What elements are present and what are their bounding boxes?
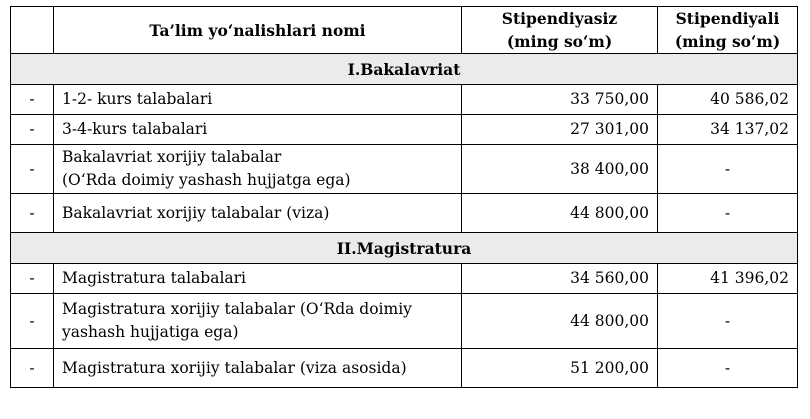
- row-marker: -: [11, 85, 54, 115]
- table-row: [11, 85, 798, 115]
- row-no-stipend: 34 560,00: [462, 264, 658, 294]
- row-no-stipend: 44 800,00: [462, 194, 658, 233]
- row-name: Bakalavriat xorijiy talabalar (viza): [54, 194, 462, 233]
- row-name: 3-4-kurs talabalari: [54, 115, 462, 145]
- row-name-line: Magistratura xorijiy talabalar (O‘Rda doimiy: [62, 300, 412, 318]
- header-no-stipend: [462, 7, 658, 54]
- header-name: Ta’lim yo‘nalishlari nomi: [54, 7, 462, 54]
- row-name-line: Bakalavriat xorijiy talabalar: [62, 148, 282, 166]
- row-marker: -: [11, 145, 54, 194]
- table-row: [11, 294, 798, 349]
- header-stipend: [658, 7, 798, 54]
- header-marker-cell: [11, 7, 54, 54]
- header-stipend-line2: (ming so‘m): [674, 32, 781, 51]
- section-title: I.Bakalavriat: [11, 54, 798, 85]
- row-name-line: (O‘Rda doimiy yashash hujjatga ega): [62, 171, 351, 189]
- row-no-stipend: 38 400,00: [462, 145, 658, 194]
- table-row: [11, 194, 798, 233]
- row-stipend: 40 586,02: [658, 85, 798, 115]
- row-marker: -: [11, 194, 54, 233]
- row-stipend: -: [658, 294, 798, 349]
- header-no-stipend-line1: Stipendiyasiz: [501, 9, 618, 28]
- row-stipend: -: [658, 194, 798, 233]
- row-no-stipend: 44 800,00: [462, 294, 658, 349]
- table-header-row: [11, 7, 798, 54]
- header-stipend-line1: Stipendiyali: [675, 9, 780, 28]
- row-marker: -: [11, 349, 54, 388]
- row-stipend: 41 396,02: [658, 264, 798, 294]
- section-title: II.Magistratura: [11, 233, 798, 264]
- section-row-bakalavriat: [11, 54, 798, 85]
- row-stipend: -: [658, 145, 798, 194]
- row-stipend: -: [658, 349, 798, 388]
- row-marker: -: [11, 264, 54, 294]
- row-stipend: 34 137,02: [658, 115, 798, 145]
- row-marker: -: [11, 294, 54, 349]
- row-name: 1-2- kurs talabalari: [54, 85, 462, 115]
- table-row: [11, 264, 798, 294]
- row-name-line: yashash hujjatiga ega): [62, 323, 239, 341]
- row-no-stipend: 51 200,00: [462, 349, 658, 388]
- row-marker: -: [11, 115, 54, 145]
- row-no-stipend: 33 750,00: [462, 85, 658, 115]
- tuition-fee-table: [10, 6, 798, 388]
- table-row: [11, 349, 798, 388]
- row-name: Magistratura xorijiy talabalar (viza asosida): [54, 349, 462, 388]
- row-name: Magistratura talabalari: [54, 264, 462, 294]
- row-no-stipend: 27 301,00: [462, 115, 658, 145]
- table-row: [11, 115, 798, 145]
- section-row-magistratura: [11, 233, 798, 264]
- row-name: [54, 145, 462, 194]
- header-no-stipend-line2: (ming so‘m): [506, 32, 613, 51]
- table-row: [11, 145, 798, 194]
- row-name: [54, 294, 462, 349]
